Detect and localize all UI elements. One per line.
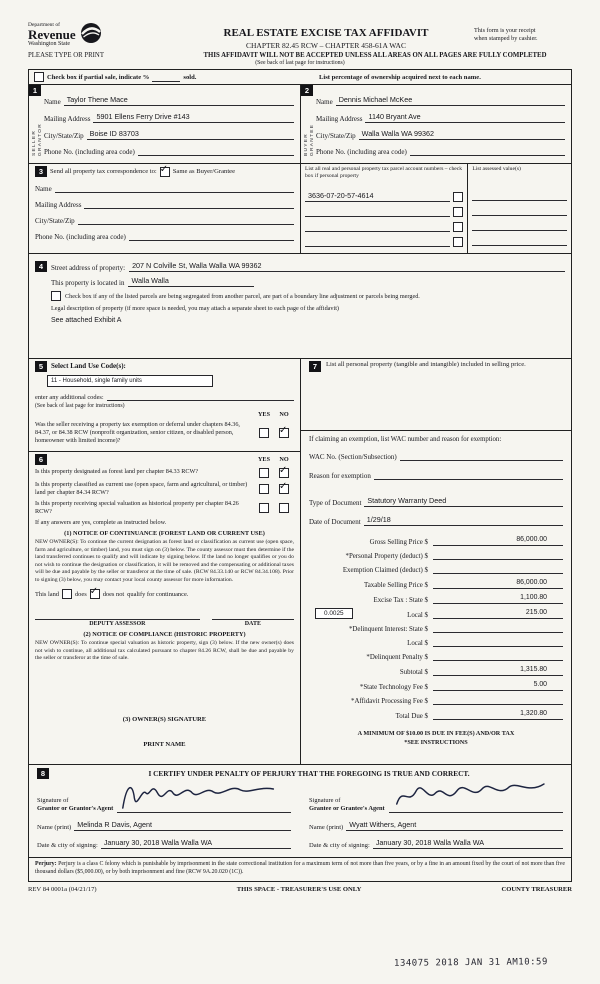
exemption-claimed-label: Exemption Claimed (deduct) $ bbox=[342, 566, 428, 574]
yes-header: YES bbox=[257, 410, 271, 418]
grantor-print-name-input[interactable]: Melinda R Davis, Agent bbox=[74, 820, 291, 831]
buyer-citystatezip-label: City/State/Zip bbox=[316, 132, 356, 140]
legal-description-space[interactable] bbox=[35, 324, 565, 358]
grantee-print-name-input[interactable]: Wyatt Withers, Agent bbox=[346, 820, 563, 831]
partial-sale-label: Check box if partial sale, indicate % bbox=[47, 73, 150, 81]
parcel-number-input[interactable] bbox=[305, 237, 450, 247]
parcel-number-input[interactable] bbox=[305, 207, 450, 217]
property-located-label: This property is located in bbox=[51, 279, 125, 287]
exemption-no-checkbox[interactable] bbox=[279, 428, 289, 438]
forest-land-no-checkbox[interactable] bbox=[279, 468, 289, 478]
notice-compliance-title: (2) NOTICE OF COMPLIANCE (HISTORIC PROPERTY) bbox=[83, 631, 246, 639]
form-body bbox=[28, 69, 572, 882]
personal-property-label: List all personal property (tangible and intangible) included in selling price. bbox=[326, 360, 526, 368]
perjury-label: Perjury: bbox=[35, 860, 57, 867]
exemption-intro: If claiming an exemption, list WAC number and reason for exemption: bbox=[309, 435, 502, 443]
section-8 bbox=[29, 764, 571, 857]
seller-phone-input[interactable] bbox=[138, 146, 294, 156]
historic-no-checkbox[interactable] bbox=[279, 503, 289, 513]
send-correspondence-label: Send all property tax correspondence to: bbox=[50, 168, 157, 175]
notice-compliance-body: NEW OWNER(S): To continue special valuation as historic property, sign (3) below. If the new owner(s) does not wish to continue, all additional tax calculated pursuant to chapter 84.26 RCW, shall be due and payable by the seller or transferor at the time of sale. bbox=[35, 640, 294, 662]
forest-land-question: Is this property designated as forest land per chapter 84.33 RCW? bbox=[35, 467, 199, 475]
grantee-signature-line[interactable] bbox=[389, 782, 563, 813]
excise-tax-state-value[interactable]: 1,100.80 bbox=[433, 593, 563, 604]
additional-codes-input[interactable] bbox=[107, 391, 294, 401]
buyer-name-label: Name bbox=[316, 98, 333, 106]
segregated-label: Check box if any of the listed parcels are being segregated from another parcel, are part of a boundary line adjustment or parcels being merged. bbox=[65, 293, 420, 301]
section-2-buyer bbox=[300, 85, 571, 163]
excise-tax-local-label: Local $ bbox=[407, 611, 428, 619]
grantee-date-city-input[interactable]: January 30, 2018 Walla Walla WA bbox=[373, 838, 563, 849]
state-technology-fee-label: *State Technology Fee $ bbox=[359, 683, 428, 691]
section-1-badge: 1 bbox=[29, 85, 41, 96]
minimum-due-note: A MINIMUM OF $10.00 IS DUE IN FEE(S) AND/OR TAX bbox=[357, 729, 515, 737]
current-use-yes-checkbox[interactable] bbox=[259, 484, 269, 494]
form-title: REAL ESTATE EXCISE TAX AFFIDAVIT bbox=[223, 27, 429, 39]
delinquent-interest-state-label: *Delinquent Interest: State $ bbox=[348, 625, 428, 633]
grantee-signature-ink bbox=[389, 776, 563, 818]
form-chapter: CHAPTER 82.45 RCW – CHAPTER 458-61A WAC bbox=[246, 41, 406, 50]
no-header: NO bbox=[279, 410, 289, 418]
delinquent-interest-local-label: Local $ bbox=[407, 639, 428, 647]
parcel-number-input[interactable] bbox=[305, 222, 450, 232]
doc-type-label: Type of Document bbox=[309, 498, 362, 507]
yes-header: YES bbox=[257, 455, 271, 463]
exemption-reason-input[interactable] bbox=[374, 470, 563, 480]
treasurer-stamp: 134075 2018 JAN 31 AM10:59 bbox=[394, 957, 549, 969]
correspondence-name-input[interactable] bbox=[55, 183, 294, 193]
title-block bbox=[178, 22, 474, 50]
section-3-badge: 3 bbox=[35, 166, 47, 177]
current-use-no-checkbox[interactable] bbox=[279, 484, 289, 494]
certify-statement: I CERTIFY UNDER PENALTY OF PERJURY THAT THE FOREGOING IS TRUE AND CORRECT. bbox=[148, 768, 470, 778]
grantor-signature-line[interactable] bbox=[117, 782, 291, 813]
ownership-percentage-note: List percentage of ownership acquired next to each name. bbox=[319, 73, 481, 81]
acceptance-warning: THIS AFFIDAVIT WILL NOT BE ACCEPTED UNLESS ALL AREAS ON ALL PAGES ARE FULLY COMPLETED bbox=[203, 52, 547, 59]
section-6-badge: 6 bbox=[35, 454, 47, 465]
buyer-grantee-side-label: BUYER GRANTEE bbox=[304, 123, 315, 156]
buyer-address-input[interactable]: 1140 Bryant Ave bbox=[365, 112, 565, 123]
correspondence-address-label: Mailing Address bbox=[35, 201, 82, 209]
dept-line3: Washington State bbox=[28, 41, 71, 47]
section-2-badge: 2 bbox=[301, 85, 313, 96]
parcel-number-input[interactable]: 3636-07-20-57-4614 bbox=[305, 191, 450, 202]
subtotal-value[interactable]: 1,315.80 bbox=[433, 665, 563, 676]
total-due-label: Total Due $ bbox=[395, 712, 428, 720]
partial-sale-percent-input[interactable] bbox=[152, 73, 180, 82]
treasurer-space-label: THIS SPACE - TREASURER'S USE ONLY bbox=[236, 886, 362, 894]
grantor-signature-of-label: Signature of bbox=[37, 796, 69, 804]
excise-tax-state-label: Excise Tax : State $ bbox=[373, 596, 428, 604]
subtotal-label: Subtotal $ bbox=[399, 668, 428, 676]
street-address-label: Street address of property: bbox=[51, 264, 126, 272]
section-7-badge: 7 bbox=[309, 361, 321, 372]
see-back-note: (See back of last page for instructions) bbox=[255, 60, 345, 66]
grantor-agent-label: Grantor or Grantor's Agent bbox=[37, 804, 114, 812]
buyer-phone-input[interactable] bbox=[410, 146, 565, 156]
exemption-yes-checkbox[interactable] bbox=[259, 428, 269, 438]
print-name-line[interactable] bbox=[35, 748, 294, 759]
receipt-note bbox=[474, 22, 572, 43]
correspondence-citystatezip-input[interactable] bbox=[78, 215, 294, 225]
parties-row bbox=[29, 84, 571, 163]
gross-selling-price-value[interactable]: 86,000.00 bbox=[433, 535, 563, 546]
segregated-checkbox[interactable] bbox=[51, 291, 61, 301]
property-located-input[interactable]: Walla Walla bbox=[128, 276, 254, 287]
legal-description-input[interactable]: See attached Exhibit A bbox=[51, 316, 122, 324]
personal-property-input-area[interactable] bbox=[309, 372, 563, 430]
assessed-value-input[interactable] bbox=[472, 236, 567, 246]
section-7 bbox=[301, 359, 571, 764]
section-6 bbox=[29, 452, 300, 764]
historic-property-question: Is this property receiving special valuation as historical property per chapter 84.26 RCW? bbox=[35, 500, 239, 516]
agency-block bbox=[28, 22, 178, 47]
if-yes-note: If any answers are yes, complete as instructed below. bbox=[35, 519, 167, 527]
section-8-badge: 8 bbox=[37, 768, 49, 779]
assessed-value-input[interactable] bbox=[472, 221, 567, 231]
exemption-claimed-value[interactable] bbox=[433, 564, 563, 574]
assessed-value-input[interactable] bbox=[472, 191, 567, 201]
local-rate-box[interactable]: 0.0025 bbox=[315, 608, 353, 619]
deputy-assessor-label: DEPUTY ASSESSOR bbox=[89, 621, 146, 628]
personal-property-deduct-label: *Personal Property (deduct) $ bbox=[345, 552, 428, 560]
seller-citystatezip-input[interactable]: Boise ID 83703 bbox=[87, 129, 294, 140]
correspondence-citystatezip-label: City/State/Zip bbox=[35, 217, 75, 225]
section-5-badge: 5 bbox=[35, 361, 47, 372]
seller-name-label: Name bbox=[44, 98, 61, 106]
perjury-text: Perjury is a class C felony which is punishable by imprisonment in the state correctional institution for a maximum term of not more than five years, or by a fine in an amount fixed by the court of not more than five thousand dollars ($5,000.00), or by both imprisonment and fine (RCW 9A.20.020 (1C)). bbox=[35, 860, 565, 875]
notice-continuance-title: (1) NOTICE OF CONTINUANCE (FOREST LAND OR CURRENT USE) bbox=[64, 530, 265, 538]
assessed-value-input[interactable] bbox=[472, 206, 567, 216]
grantor-date-city-label: Date & city of signing: bbox=[37, 841, 98, 849]
notice-continuance-body: NEW OWNER(S): To continue the current designation as forest land or classification as current use (open space, farm and agriculture, or timber) land, you must sign on (3) below. The county assessor must then determine if the land transferred continues to qualify and will indicate by signing below. If the land no longer qualifies or you do not wish to continue the designation or classification, it will be removed and the compensating or additional taxes will be due and payable by the seller or transferor at the time of sale. (RCW 84.33.140 or RCW 84.34.108). Prior to signing (3) below, you may contact your local county assessor for more information. bbox=[35, 539, 294, 583]
parcel-personal-property-checkbox[interactable] bbox=[453, 192, 463, 202]
seller-phone-label: Phone No. (including area code) bbox=[44, 148, 135, 156]
parcel-numbers-header: List all real and personal property tax parcel account numbers – check box if personal property bbox=[305, 166, 463, 179]
affidavit-processing-fee-value[interactable] bbox=[433, 695, 563, 705]
parcel-personal-property-checkbox[interactable] bbox=[453, 222, 463, 232]
form-header bbox=[28, 22, 572, 50]
seller-address-input[interactable]: 5901 Ellens Ferry Drive #143 bbox=[93, 112, 294, 123]
qualify-label: qualify for continuance. bbox=[127, 590, 189, 598]
taxable-selling-price-value[interactable]: 86,000.00 bbox=[433, 578, 563, 589]
grantor-signature-ink bbox=[117, 776, 291, 818]
land-does-not-checkbox[interactable] bbox=[90, 589, 100, 599]
partial-sale-checkbox[interactable] bbox=[34, 72, 44, 82]
doc-type-input[interactable]: Statutory Warranty Deed bbox=[364, 496, 563, 507]
seller-address-label: Mailing Address bbox=[44, 115, 91, 123]
owners-signature-line[interactable] bbox=[35, 723, 294, 734]
delinquent-penalty-label: *Delinquent Penalty $ bbox=[366, 653, 428, 661]
correspondence-address-input[interactable] bbox=[84, 199, 294, 209]
seller-grantor-side-label: SELLER GRANTOR bbox=[32, 123, 43, 156]
seller-citystatezip-label: City/State/Zip bbox=[44, 132, 84, 140]
section-1-seller bbox=[29, 85, 300, 163]
receipt-note-line1: This form is your receipt bbox=[474, 27, 536, 34]
deputy-date-line[interactable] bbox=[212, 611, 294, 620]
no-header: NO bbox=[279, 455, 289, 463]
owners-signature-heading: (3) OWNER(S) SIGNATURE bbox=[122, 715, 207, 723]
taxable-selling-price-label: Taxable Selling Price $ bbox=[363, 581, 428, 589]
buyer-name-input[interactable]: Dennis Michael McKee bbox=[336, 95, 565, 106]
grantor-name-print-label: Name (print) bbox=[37, 823, 72, 831]
form-revision-number: REV 84 0001a (04/21/17) bbox=[28, 886, 97, 894]
parcel-personal-property-checkbox[interactable] bbox=[453, 207, 463, 217]
grantee-agent-label: Grantee or Grantee's Agent bbox=[309, 804, 385, 812]
section-4 bbox=[29, 253, 571, 358]
land-does-checkbox[interactable] bbox=[62, 589, 72, 599]
same-as-buyer-checkbox[interactable] bbox=[160, 167, 170, 177]
receipt-note-line2: when stamped by cashier. bbox=[474, 34, 538, 42]
historic-yes-checkbox[interactable] bbox=[259, 503, 269, 513]
does-not-label: does not bbox=[102, 590, 125, 598]
delinquent-interest-local-value[interactable] bbox=[433, 637, 563, 647]
perjury-notice bbox=[29, 857, 571, 882]
bottom-row bbox=[28, 886, 572, 893]
reason-label: Reason for exemption bbox=[309, 471, 371, 480]
type-or-print-label: PLEASE TYPE OR PRINT bbox=[28, 52, 104, 59]
county-treasurer-label: COUNTY TREASURER bbox=[501, 886, 572, 894]
parcel-personal-property-checkbox[interactable] bbox=[453, 237, 463, 247]
delinquent-penalty-value[interactable] bbox=[433, 651, 563, 661]
middle-columns bbox=[29, 358, 571, 764]
correspondence-phone-label: Phone No. (including area code) bbox=[35, 233, 126, 241]
same-as-buyer-label: Same as Buyer/Grantee bbox=[172, 168, 236, 175]
personal-property-deduct-value[interactable] bbox=[433, 550, 563, 560]
dor-logo-icon bbox=[80, 22, 102, 44]
delinquent-interest-state-value[interactable] bbox=[433, 623, 563, 633]
grantee-name-print-label: Name (print) bbox=[309, 823, 344, 831]
current-use-question: Is this property classified as current use (open space, farm and agricultural, or timber) land per chapter 84.34 RCW? bbox=[35, 480, 248, 496]
additional-codes-label: enter any additional codes: bbox=[35, 393, 104, 401]
gross-selling-price-label: Gross Selling Price $ bbox=[369, 538, 428, 546]
partial-sale-row bbox=[29, 70, 571, 84]
land-use-code-select[interactable]: 11 - Household, single family units bbox=[47, 375, 213, 387]
section-4-badge: 4 bbox=[35, 261, 47, 272]
exemption-deferral-question: Was the seller receiving a property tax exemption or deferral under chapters 84.36, 84.37, or 84.38 RCW (nonprofit organization, senior citizen, or disabled person, homeowner with limited income)? bbox=[35, 420, 240, 444]
dept-line2: Revenue bbox=[28, 27, 76, 42]
buyer-address-label: Mailing Address bbox=[316, 115, 363, 123]
street-address-input[interactable]: 207 N Colville St, Walla Walla WA 99362 bbox=[129, 261, 565, 272]
correspondence-name-label: Name bbox=[35, 185, 52, 193]
buyer-phone-label: Phone No. (including area code) bbox=[316, 148, 407, 156]
total-due-value[interactable]: 1,320.80 bbox=[433, 709, 563, 720]
forest-land-yes-checkbox[interactable] bbox=[259, 468, 269, 478]
deputy-assessor-signature-line[interactable] bbox=[35, 611, 200, 620]
see-instructions-note: *SEE INSTRUCTIONS bbox=[404, 739, 468, 747]
this-land-label: This land bbox=[35, 590, 59, 598]
state-technology-fee-value[interactable]: 5.00 bbox=[433, 680, 563, 691]
section-3 bbox=[29, 163, 571, 253]
does-label: does bbox=[74, 590, 87, 598]
wac-label: WAC No. (Section/Subsection) bbox=[309, 452, 397, 461]
partial-sale-suffix: sold. bbox=[183, 73, 197, 81]
section5-see-back: (See back of last page for instructions) bbox=[35, 402, 125, 409]
grantor-date-city-input[interactable]: January 30, 2018 Walla Walla WA bbox=[101, 838, 291, 849]
legal-description-label: Legal description of property (if more space is needed, you may attach a separate sheet to each page of the affidavit) bbox=[51, 305, 339, 312]
buyer-citystatezip-input[interactable]: Walla Walla WA 99362 bbox=[359, 129, 565, 140]
wac-number-input[interactable] bbox=[400, 451, 563, 461]
agency-name bbox=[28, 22, 76, 47]
doc-date-label: Date of Document bbox=[309, 517, 361, 526]
affidavit-processing-fee-label: *Affidavit Processing Fee $ bbox=[351, 697, 428, 705]
excise-tax-local-value[interactable]: 215.00 bbox=[433, 608, 563, 619]
grantee-signature-of-label: Signature of bbox=[309, 796, 341, 804]
assessed-values-header: List assessed value(s) bbox=[472, 166, 521, 172]
land-use-title: Select Land Use Code(s): bbox=[51, 362, 126, 371]
correspondence-phone-input[interactable] bbox=[129, 231, 294, 241]
date-label: DATE bbox=[244, 621, 261, 628]
doc-date-input[interactable]: 1/29/18 bbox=[364, 515, 563, 526]
dept-line1: Department of bbox=[28, 22, 60, 28]
grantee-date-city-label: Date & city of signing: bbox=[309, 841, 370, 849]
header-row-2 bbox=[28, 52, 572, 59]
print-name-heading: PRINT NAME bbox=[143, 740, 186, 748]
section-5 bbox=[29, 359, 300, 452]
seller-name-input[interactable]: Taylor Thene Mace bbox=[64, 95, 294, 106]
